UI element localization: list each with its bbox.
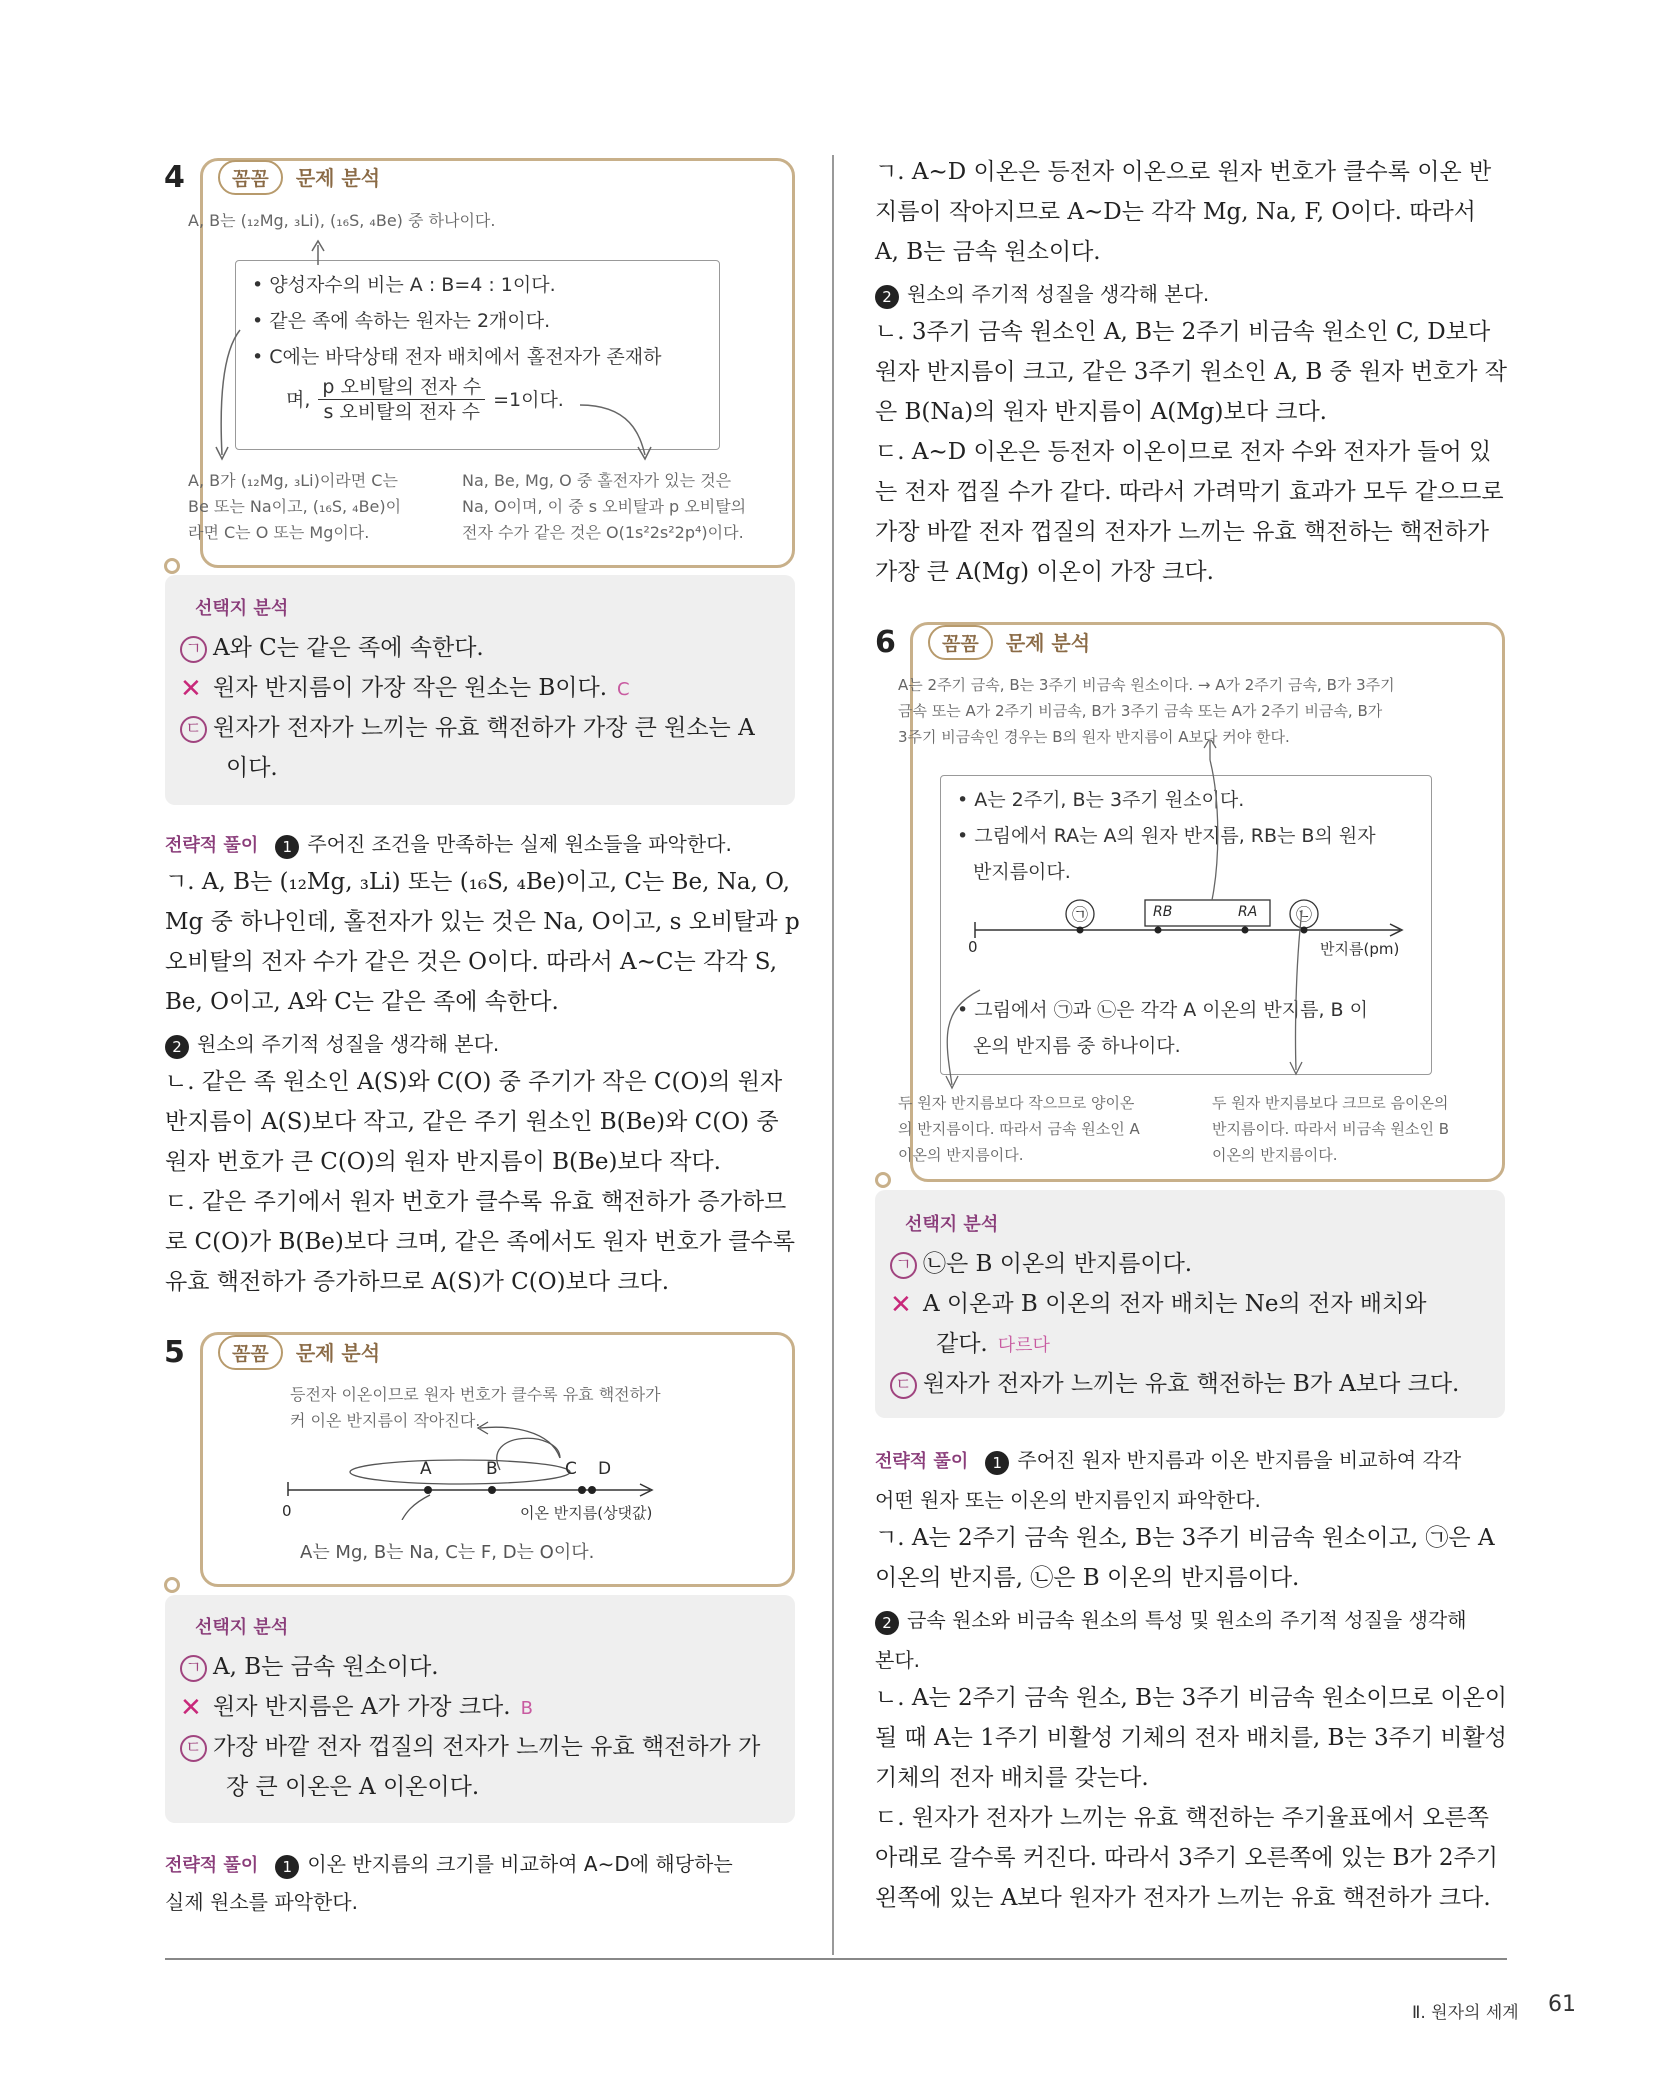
q6-top-line: A는 2주기 금속, B는 3주기 비금속 원소이다. → A가 2주기 금속, B가 3주기: [898, 676, 1395, 694]
q5-step2-num: 2: [875, 285, 899, 309]
q5-solution-line: 가장 바깥 전자 껍질의 전자가 느끼는 유효 핵전하는 핵전하가: [875, 519, 1489, 545]
q6-number: 6: [875, 625, 896, 660]
q4-right-note: [462, 468, 746, 546]
q6-choice-3: [890, 1364, 1459, 1404]
q5-choice-3: [180, 1727, 760, 1767]
q6-b3b: 온의 반지름 중 하나이다.: [973, 1035, 1181, 1057]
q4-left-note-line: Be 또는 Na이고, (₁₆S, ₄Be)이: [188, 497, 402, 516]
q6-choice-2-cont: [936, 1324, 1050, 1366]
q4-cond3: • C에는 바닥상태 전자 배치에서 홀전자가 존재하: [252, 346, 662, 368]
q4-solution-line: 반지름이 A(S)보다 작고, 같은 주기 원소인 B(Be)와 C(O) 중: [165, 1109, 779, 1135]
q5-label-d: D: [598, 1459, 612, 1479]
q6-step2-cont: 본다.: [875, 1648, 920, 1672]
q6-frame-knob: [875, 1172, 891, 1188]
q5-choice-1-text: A, B는 금속 원소이다.: [213, 1654, 439, 1680]
q6-step2: 금속 원소와 비금속 원소의 특성 및 원소의 주기적 성질을 생각해: [907, 1608, 1467, 1632]
q5-choice-3-cont: 장 큰 이온은 A 이온이다.: [226, 1774, 480, 1800]
q5-choice-2-mark: ✕: [180, 1693, 202, 1723]
q5-note-line: 등전자 이온이므로 원자 번호가 클수록 유효 핵전하가: [290, 1385, 661, 1404]
page-number: 61: [1548, 1992, 1576, 2017]
q4-choice-3: [180, 708, 755, 748]
q4-cond4-post: =1이다.: [493, 388, 564, 411]
q5-solution-line: 가장 큰 A(Mg) 이온이 가장 크다.: [875, 559, 1214, 585]
q6-solution-p2: [875, 1678, 1515, 1918]
q6-tag: 꼼꼼: [928, 625, 993, 660]
q4-step2-num: 2: [165, 1035, 189, 1059]
q6-right-note: [1212, 1090, 1449, 1168]
q4-solution-line: 로 C(O)가 B(Be)보다 크며, 같은 족에서도 원자 번호가 클수록: [165, 1229, 795, 1255]
q5-zero: 0: [282, 1502, 292, 1520]
q4-title: 문제 분석: [295, 166, 381, 190]
q5-solution-line: 은 B(Na)의 원자 반지름이 A(Mg)보다 크다.: [875, 399, 1327, 425]
q4-choice-1-text: A와 C는 같은 족에 속한다.: [213, 635, 484, 661]
q4-solution-line: ㄱ. A, B는 (₁₂Mg, ₃Li) 또는 (₁₆S, ₄Be)이고, C는 Be, Na, O,: [165, 869, 790, 895]
q4-cond2: • 같은 족에 속하는 원자는 2개이다.: [252, 310, 551, 332]
q6-label-g: ㉠: [1072, 905, 1089, 924]
q4-choice-2-mark: ✕: [180, 674, 202, 704]
q5-step2: 원소의 주기적 성질을 생각해 본다.: [907, 282, 1210, 306]
q6-choice-2-fix: 다르다: [997, 1335, 1050, 1356]
q6-choice-2-cont-text: 같다.: [936, 1331, 988, 1357]
q4-right-note-line: Na, Be, Mg, O 중 홀전자가 있는 것은: [462, 471, 732, 490]
q4-right-note-line: Na, O이며, 이 중 s 오비탈과 p 오비탈의: [462, 497, 747, 516]
q6-label-rb: RB: [1153, 904, 1173, 920]
q6-choice-2-mark: ✕: [890, 1290, 912, 1320]
q4-cond1: • 양성자수의 비는 A : B=4 : 1이다.: [252, 274, 556, 296]
q4-left-note-line: 라면 C는 O 또는 Mg이다.: [188, 523, 370, 542]
q5-solution-line: 지름이 작아지므로 A∼D는 각각 Mg, Na, F, O이다. 따라서: [875, 199, 1476, 225]
q6-label-l: ㉡: [1296, 905, 1313, 924]
q5-solution-line: 는 전자 껍질 수가 같다. 따라서 가려막기 효과가 모두 같으므로: [875, 479, 1504, 505]
q5-choice-1-mark: ㄱ: [180, 1655, 207, 1682]
q6-right-note-line: 이온의 반지름이다.: [1212, 1146, 1338, 1164]
q5-title: 문제 분석: [295, 1341, 381, 1365]
q6-solution-line: 기체의 전자 배치를 갖는다.: [875, 1765, 1149, 1791]
q6-choice-3-mark: ㄷ: [890, 1372, 917, 1399]
q6-left-note-line: 두 원자 반지름보다 작으므로 양이온: [898, 1094, 1135, 1112]
q6-step2-num: 2: [875, 1611, 899, 1635]
footer-section: Ⅱ. 원자의 세계: [1412, 2003, 1519, 2023]
q5-choice-3-text: 가장 바깥 전자 껍질의 전자가 느끼는 유효 핵전하가 가: [213, 1734, 761, 1760]
q4-header: [218, 160, 380, 195]
q5-solution-line: A, B는 금속 원소이다.: [875, 239, 1101, 265]
q5-solution-p1: [875, 152, 1515, 272]
q4-step1-num: 1: [275, 835, 299, 859]
q6-solution-line: ㄱ. A는 2주기 금속 원소, B는 3주기 비금속 원소이고, ㉠은 A: [875, 1525, 1495, 1551]
footer-rule: [165, 1958, 1507, 1960]
q4-frac-num: p 오비탈의 전자 수: [318, 375, 485, 400]
q4-left-note: [188, 468, 401, 546]
q5-tag: 꼼꼼: [218, 1335, 283, 1370]
q6-solution-line: 이온의 반지름, ㉡은 B 이온의 반지름이다.: [875, 1565, 1300, 1591]
q6-solution-p1: [875, 1518, 1515, 1598]
q5-solution-p2: [875, 312, 1515, 592]
q6-top-line: 3주기 비금속인 경우는 B의 원자 반지름이 A보다 커야 한다.: [898, 728, 1290, 746]
q4-step1: 주어진 조건을 만족하는 실제 원소들을 파악한다.: [307, 832, 732, 856]
q5-label-a: A: [420, 1459, 432, 1479]
q5-step1-cont: 실제 원소를 파악한다.: [165, 1890, 358, 1914]
q4-choice-3-cont: 이다.: [226, 755, 278, 781]
q4-solution-line: ㄴ. 같은 족 원소인 A(S)와 C(O) 중 주기가 작은 C(O)의 원자: [165, 1069, 783, 1095]
q6-axis-label: 반지름(pm): [1320, 940, 1400, 958]
q6-choice-1: [890, 1244, 1192, 1284]
q6-left-note: [898, 1090, 1140, 1168]
q4-choice-2-fix: C: [617, 679, 630, 700]
q4-solution-line: 유효 핵전하가 증가하므로 A(S)가 C(O)보다 크다.: [165, 1269, 670, 1295]
q4-solution-p2: [165, 1062, 805, 1302]
q6-choice-1-mark: ㄱ: [890, 1252, 917, 1279]
q5-label-b: B: [486, 1459, 498, 1479]
q4-number: 4: [164, 160, 185, 195]
q5-choice-3-mark: ㄷ: [180, 1735, 207, 1762]
q6-step1-cont: 어떤 원자 또는 이온의 반지름인지 파악한다.: [875, 1488, 1261, 1512]
q5-solution-line: 원자 반지름이 크고, 같은 3주기 원소인 A, B 중 원자 번호가 작: [875, 359, 1507, 385]
q5-number: 5: [164, 1335, 185, 1370]
q6-header: [928, 625, 1090, 660]
q4-solution-line: 원자 번호가 큰 C(O)의 원자 반지름이 B(Be)보다 작다.: [165, 1149, 721, 1175]
q6-b3: • 그림에서 ㉠과 ㉡은 각각 A 이온의 반지름, B 이: [957, 999, 1368, 1021]
q5-label-c: C: [565, 1459, 577, 1479]
q4-choice-1-mark: ㄱ: [180, 636, 207, 663]
q6-right-note-line: 두 원자 반지름보다 크므로 음이온의: [1212, 1094, 1449, 1112]
q4-choice-3-text: 원자가 전자가 느끼는 유효 핵전하가 가장 큰 원소는 A: [213, 715, 755, 741]
q5-step1-num: 1: [275, 1855, 299, 1879]
q4-tag: 꼼꼼: [218, 160, 283, 195]
q4-choice-1: [180, 628, 484, 668]
q4-strat-head: 전략적 풀이: [165, 835, 259, 856]
q6-choice-head: 선택지 분석: [905, 1214, 999, 1235]
q6-solution-line: ㄴ. A는 2주기 금속 원소, B는 3주기 비금속 원소이므로 이온이: [875, 1685, 1507, 1711]
q4-step2-heading: [165, 1028, 499, 1059]
q6-choice-2-text: A 이온과 B 이온의 전자 배치는 Ne의 전자 배치와: [923, 1291, 1427, 1317]
q5-choice-1: [180, 1647, 439, 1687]
q4-frac-den: s 오비탈의 전자 수: [323, 401, 480, 423]
q6-step2-heading: [875, 1604, 1467, 1635]
q6-strategy-heading: [875, 1444, 1461, 1475]
q6-choice-2: [890, 1284, 1426, 1325]
q4-solution-line: Mg 중 하나인데, 홀전자가 있는 것은 Na, O이고, s 오비탈과 p: [165, 909, 800, 935]
q4-top-note: A, B는 (₁₂Mg, ₃Li), (₁₆S, ₄Be) 중 하나이다.: [188, 211, 496, 230]
q5-strategy-heading: [165, 1848, 733, 1879]
q5-solution-line: ㄴ. 3주기 금속 원소인 A, B는 2주기 비금속 원소인 C, D보다: [875, 319, 1491, 345]
q5-choice-2: [180, 1687, 533, 1729]
q5-bottom-note: A는 Mg, B는 Na, C는 F, D는 O이다.: [300, 1542, 595, 1563]
q5-step2-heading: [875, 278, 1209, 309]
q6-choice-3-text: 원자가 전자가 느끼는 유효 핵전하는 B가 A보다 크다.: [923, 1371, 1460, 1397]
q6-strat-head: 전략적 풀이: [875, 1451, 969, 1472]
q6-arrows: [900, 740, 1460, 1090]
q6-top-line: 금속 또는 A가 2주기 비금속, B가 3주기 금속 또는 A가 2주기 비금속, B가: [898, 702, 1383, 720]
q5-frame-knob: [164, 1577, 180, 1593]
q6-solution-line: ㄷ. 원자가 전자가 느끼는 유효 핵전하는 주기율표에서 오른쪽: [875, 1805, 1489, 1831]
q6-left-note-line: 이온의 반지름이다.: [898, 1146, 1024, 1164]
q6-step1: 주어진 원자 반지름과 이온 반지름을 비교하여 각각: [1017, 1448, 1462, 1472]
q4-strategy-heading: [165, 828, 732, 859]
q5-step1: 이온 반지름의 크기를 비교하여 A∼D에 해당하는: [307, 1852, 733, 1876]
q6-solution-line: 될 때 A는 1주기 비활성 기체의 전자 배치를, B는 3주기 비활성: [875, 1725, 1507, 1751]
q4-choice-2: [180, 668, 630, 710]
q4-choice-2-text: 원자 반지름이 가장 작은 원소는 B이다.: [213, 675, 608, 701]
q4-solution-line: ㄷ. 같은 주기에서 원자 번호가 클수록 유효 핵전하가 증가하므: [165, 1189, 787, 1215]
q4-cond4-pre: 며,: [286, 388, 311, 411]
q4-step2: 원소의 주기적 성질을 생각해 본다.: [197, 1032, 500, 1056]
q5-strat-head: 전략적 풀이: [165, 1855, 259, 1876]
column-divider: [832, 155, 834, 1955]
q5-note-line: 커 이온 반지름이 작아진다.: [290, 1411, 481, 1430]
q6-top-note: [898, 672, 1395, 750]
q6-b1: • A는 2주기, B는 3주기 원소이다.: [957, 789, 1245, 811]
q6-solution-line: 왼쪽에 있는 A보다 원자가 전자가 느끼는 유효 핵전하가 크다.: [875, 1885, 1491, 1911]
q6-zero: 0: [968, 938, 978, 956]
q4-choice-head: 선택지 분석: [195, 598, 289, 619]
q5-axis-label: 이온 반지름(상댓값): [520, 1504, 653, 1522]
q6-step1-num: 1: [985, 1451, 1009, 1475]
q4-left-note-line: A, B가 (₁₂Mg, ₃Li)이라면 C는: [188, 471, 398, 490]
q6-solution-line: 아래로 갈수록 커진다. 따라서 3주기 오른쪽에 있는 B가 2주기: [875, 1845, 1498, 1871]
q6-b2b: 반지름이다.: [973, 861, 1071, 883]
q5-choice-2-fix: B: [520, 1698, 533, 1719]
q6-b2: • 그림에서 RA는 A의 원자 반지름, RB는 B의 원자: [957, 825, 1376, 847]
q6-choice-1-text: ㉡은 B 이온의 반지름이다.: [923, 1251, 1193, 1277]
q5-choice-head: 선택지 분석: [195, 1617, 289, 1638]
q4-arrows: [200, 215, 800, 475]
q6-left-note-line: 의 반지름이다. 따라서 금속 원소인 A: [898, 1120, 1140, 1138]
q4-solution-line: 오비탈의 전자 수가 같은 것은 O이다. 따라서 A∼C는 각각 S,: [165, 949, 778, 975]
q5-header: [218, 1335, 380, 1370]
q4-choice-3-mark: ㄷ: [180, 716, 207, 743]
q6-title: 문제 분석: [1005, 631, 1091, 655]
q6-label-ra: RA: [1238, 904, 1258, 920]
q4-right-note-line: 전자 수가 같은 것은 O(1s²2s²2p⁴)이다.: [462, 523, 744, 542]
q4-frame-knob: [164, 558, 180, 574]
q4-solution-p1: [165, 862, 805, 1022]
q5-solution-line: ㄷ. A∼D 이온은 등전자 이온이므로 전자 수와 전자가 들어 있: [875, 439, 1492, 465]
q5-choice-2-text: 원자 반지름은 A가 가장 크다.: [213, 1694, 511, 1720]
q5-solution-line: ㄱ. A∼D 이온은 등전자 이온으로 원자 번호가 클수록 이온 반: [875, 159, 1492, 185]
q4-solution-line: Be, O이고, A와 C는 같은 족에 속한다.: [165, 989, 559, 1015]
q6-right-note-line: 반지름이다. 따라서 비금속 원소인 B: [1212, 1120, 1449, 1138]
